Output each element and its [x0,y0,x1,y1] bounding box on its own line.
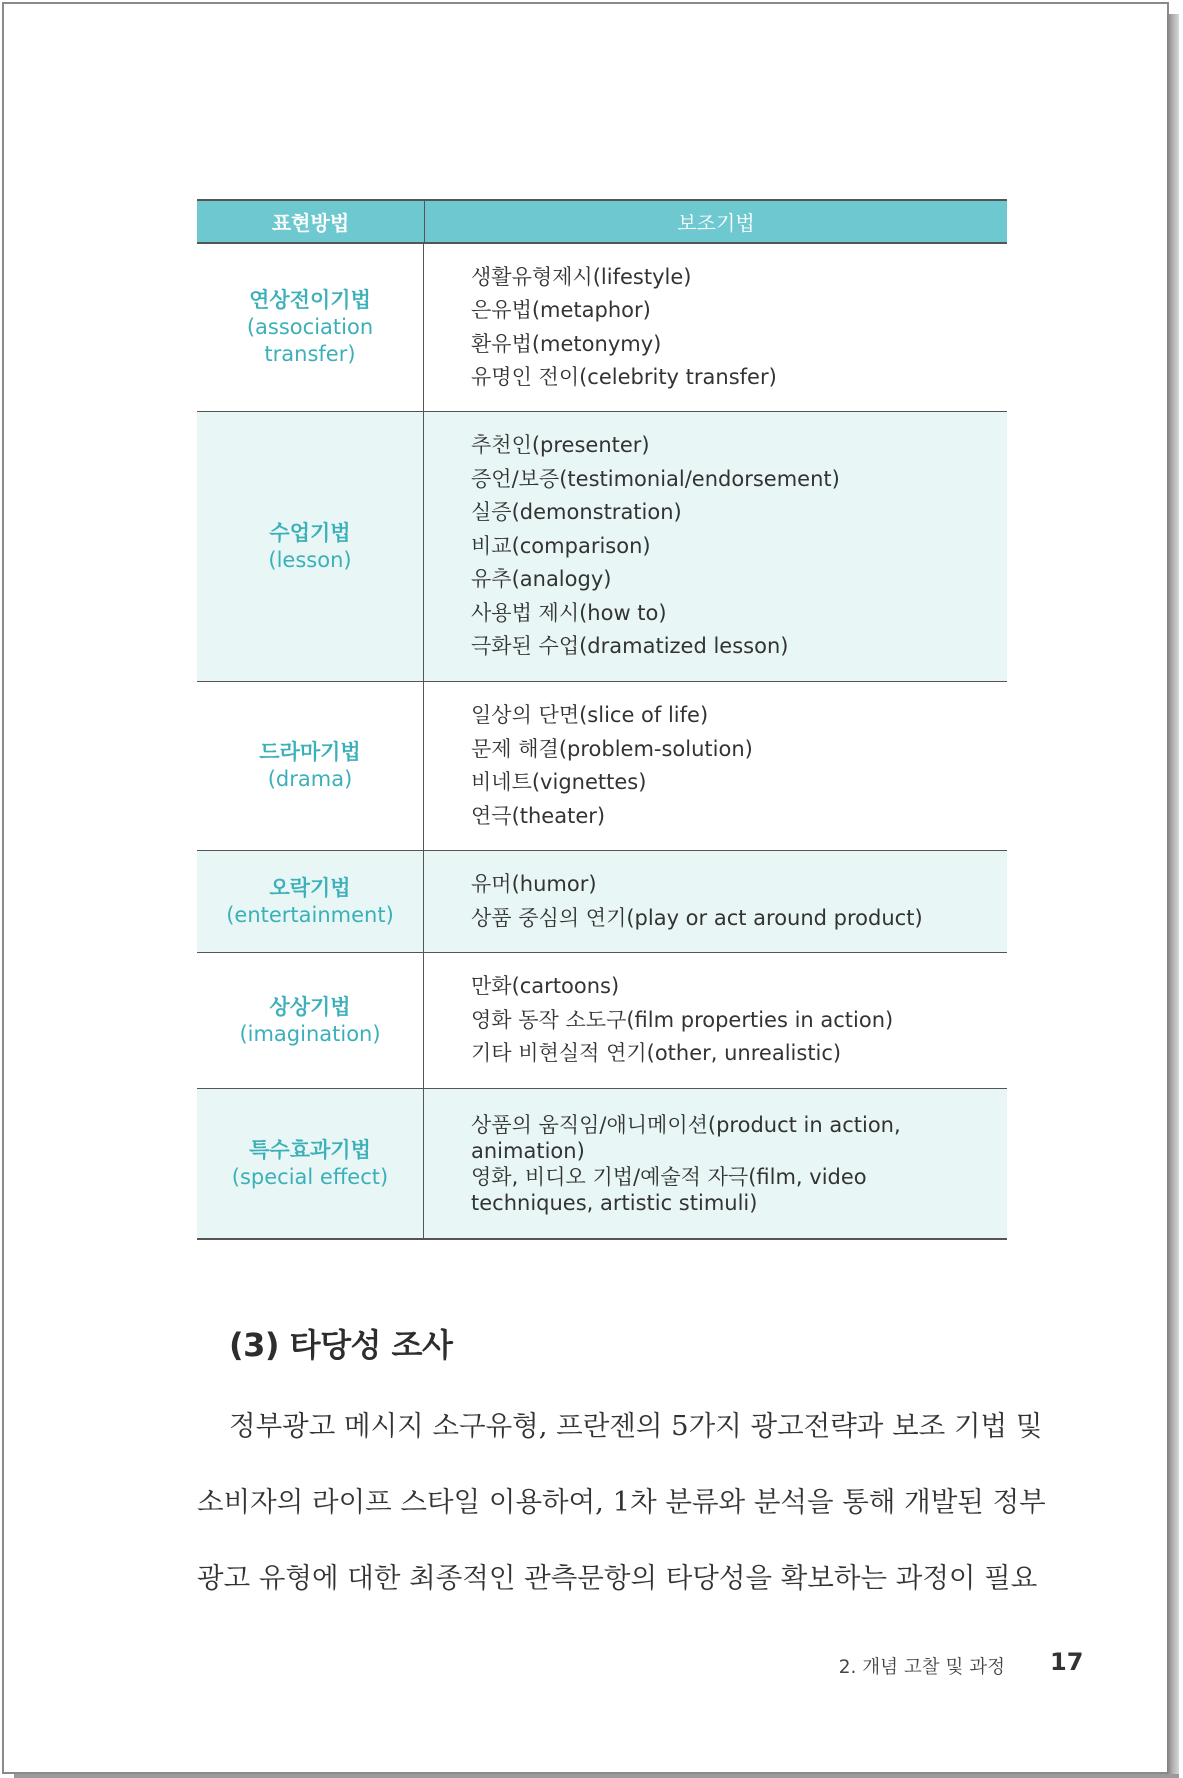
list-item: 만화(cartoons) [471,974,620,999]
technique-list [424,1089,1007,1238]
list-item: 실증(demonstration) [471,500,682,525]
method-name-en: (special effect) [231,1164,389,1189]
list-item: 일상의 단면(slice of life) [471,703,709,727]
list-item: 상품의 움직임/애니메이션(product in action, [471,1112,901,1137]
method-cell [197,1089,424,1238]
list-item: 유명인 전이(celebrity transfer) [471,365,777,389]
list-item: 추천인(presenter) [471,433,650,458]
list-item: 기타 비현실적 연기(other, unrealistic) [471,1041,842,1066]
method-cell [197,851,424,952]
paragraph-line: 정부광고 메시지 소구유형, 프란젠의 5가지 광고전략과 보조 기법 및 [229,1410,1043,1442]
list-item: animation) [471,1138,585,1163]
list-item: 환유법(metonymy) [471,331,662,356]
page-edge-shadow [1167,14,1179,1776]
list-item: 연극(theater) [471,803,606,828]
technique-list [424,244,1007,411]
table-row [197,953,1007,1089]
technique-list [424,851,1007,952]
header-auxiliary-technique: 보조기법 [677,211,755,235]
section-heading: (3) 타당성 조사 [229,1326,453,1364]
method-name-en: (lesson) [268,547,352,572]
list-item: 생활유형제시(lifestyle) [471,264,692,289]
method-name-en: (imagination) [239,1021,381,1046]
method-name-ko: 특수효과기법 [249,1137,371,1162]
table-header [197,201,1007,244]
list-item: 은유법(metaphor) [471,298,651,322]
list-item: 영화, 비디오 기법/예술적 자극(film, video [471,1164,867,1189]
page-number: 17 [1050,1648,1084,1676]
method-cell [197,412,424,681]
technique-list [424,953,1007,1088]
paragraph-line: 소비자의 라이프 스타일 이용하여, 1차 분류와 분석을 통해 개발된 정부 [197,1486,1046,1518]
method-name-en: (drama) [267,767,353,791]
list-item: 증언/보증(testimonial/endorsement) [471,466,840,491]
list-item: 유머(humor) [471,872,597,896]
header-expression-method: 표현방법 [197,201,425,242]
ad-technique-table [197,199,1007,1240]
page-bottom-shadow [14,1774,1179,1778]
list-item: 극화된 수업(dramatized lesson) [471,634,789,659]
table-row [197,412,1007,682]
list-item: 비네트(vignettes) [471,770,647,794]
table-row [197,244,1007,412]
method-name-ko: 드라마기법 [259,740,361,764]
table-row [197,851,1007,953]
list-item: 사용법 제시(how to) [471,600,667,625]
technique-list [424,682,1007,850]
method-cell [197,244,424,411]
method-name-ko: 수업기법 [269,520,351,545]
method-name-en: (entertainment) [226,902,394,927]
method-name-en: (association [246,315,374,339]
paragraph-line: 광고 유형에 대한 최종적인 관측문항의 타당성을 확보하는 과정이 필요 [197,1562,1038,1594]
method-name-ko: 오락기법 [269,875,351,900]
list-item: 상품 중심의 연기(play or act around product) [471,905,923,930]
body-paragraph [197,1388,1046,1616]
list-item: 유추(analogy) [471,567,612,592]
list-item: 문제 해결(problem-solution) [471,736,753,761]
table-row [197,682,1007,851]
list-item: 영화 동작 소도구(film properties in action) [471,1007,894,1032]
list-item: techniques, artistic stimuli) [471,1190,758,1215]
method-name-ko: 연상전이기법 [249,288,371,312]
technique-list [424,412,1007,681]
method-name-ko: 상상기법 [269,994,351,1019]
method-cell [197,953,424,1088]
method-cell [197,682,424,850]
table-row [197,1089,1007,1238]
method-name-en: transfer) [264,342,356,366]
list-item: 비교(comparison) [471,533,651,558]
running-footer: 2. 개념 고찰 및 과정 [838,1657,1005,1678]
